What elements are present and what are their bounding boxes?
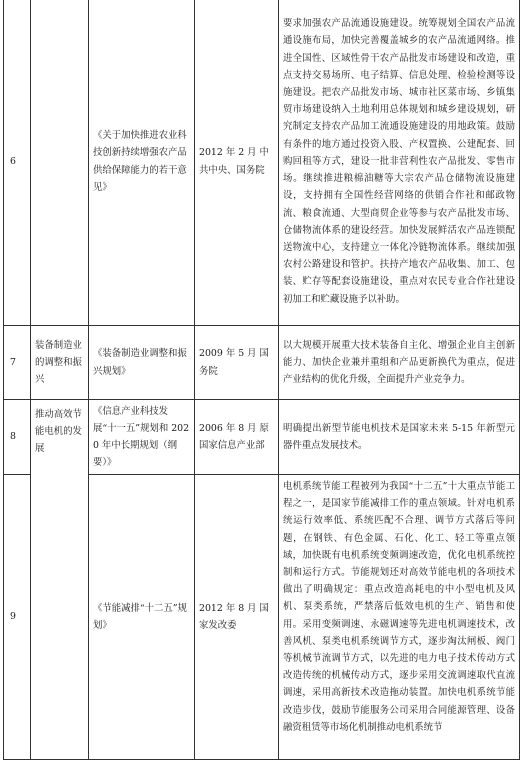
row-number: 6 bbox=[4, 0, 31, 326]
table-row bbox=[4, 400, 520, 475]
industry-cell bbox=[31, 0, 89, 326]
policy-content-cell: 要求加强农产品流通设施建设。统筹规划全国农产品流通设施布局，加快完善覆盖城乡的农产品流通网络。推进全国性、区域性骨干农产品批发市场建设和改造，重点支持交易场所、电子结算、信息处理、检验检测等设施建设。把农产品批发市场、城市社区菜市场、乡镇集贸市场建设纳入土地利用总体规划和城乡建设规划，研究制定支持农产品加工流通设施建设的用地政策。鼓励有条件的地方通过投资入股、产权置换、公建配套、回购回租等方式，建设一批非营利性农产品批发、零售市场。继续推进粮棉油糖等大宗农产品仓储物流设施建设，支持拥有全国性经营网络的供销合作社和邮政物流、粮食流通、大型商贸企业等参与农产品批发市场、仓储物流体系的建设经营。加快发展鲜活农产品连锁配送物流中心，支持建立一体化冷链物流体系。继续加强农村公路建设和管护。扶持产地农产品收集、加工、包装、贮存等配套设施建设，重点对农民专业合作社建设初加工和贮藏设施予以补助。 bbox=[279, 0, 520, 326]
issuer-date-cell: 2012 年 2 月 中共中央、国务院 bbox=[195, 0, 279, 326]
issuer-date-cell: 2009 年 5 月 国务院 bbox=[195, 326, 279, 400]
policy-name-cell: 《节能减排“十二五”规划》 bbox=[89, 475, 195, 760]
table-row bbox=[4, 326, 520, 400]
policy-content-cell: 以大规模开展重大技术装备自主化、增强企业自主创新能力、加快企业兼并重组和产品更新换代为重点，促进产业结构的优化升级，全面提升产业竞争力。 bbox=[279, 326, 520, 400]
policy-name-cell: 《信息产业科技发展“十一五”规划和 2020 年中长期规划（纲要）》 bbox=[89, 400, 195, 475]
issuer-date-cell: 2012 年 8 月 国家发改委 bbox=[195, 475, 279, 760]
industry-cell: 推动高效节能电机的发展 bbox=[31, 400, 89, 760]
industry-cell: 装备制造业的调整和振兴 bbox=[31, 326, 89, 400]
policy-table bbox=[3, 0, 520, 760]
row-number: 9 bbox=[4, 475, 31, 760]
row-number: 7 bbox=[4, 326, 31, 400]
table-row bbox=[4, 0, 520, 326]
row-number: 8 bbox=[4, 400, 31, 475]
policy-name-cell: 《关于加快推进农业科技创新持续增强农产品供给保障能力的若干意见》 bbox=[89, 0, 195, 326]
policy-content-cell: 电机系统节能工程被列为我国“十二五”十大重点节能工程之一，是国家节能减排工作的重点领域。针对电机系统运行效率低、系统匹配不合理、调节方式落后等问题，在钢铁、有色金属、石化、化工、轻工等重点领域，加快既有电机系统变频调速改造，优化电机系统控制和运行方式。节能规划还对高效节能电机的各项技术做出了明确规定：重点改造高耗电的中小型电机及风机、泵类系统，严禁落后低效电机的生产、销售和使用。采用变频调速、永磁调速等先进电机调速技术，改善风机、泵类电机系统调节方式，逐步淘汰闸板、阀门等机械节流调节方式，以先进的电力电子技术传动方式改造传统的机械传动方式，逐步采用交流调速取代直流调速，采用高新技术改造拖动装置。加快电机系统节能改造步伐，鼓励节能服务公司采用合同能源管理、设备融资租赁等市场化机制推动电机系统节 bbox=[279, 475, 520, 760]
policy-content-cell: 明确提出新型节能电机技术是国家未来 5-15 年新型元器件重点发展技术。 bbox=[279, 400, 520, 475]
policy-name-cell: 《装备制造业调整和振兴规划》 bbox=[89, 326, 195, 400]
issuer-date-cell: 2006 年 8 月 原国家信息产业部 bbox=[195, 400, 279, 475]
